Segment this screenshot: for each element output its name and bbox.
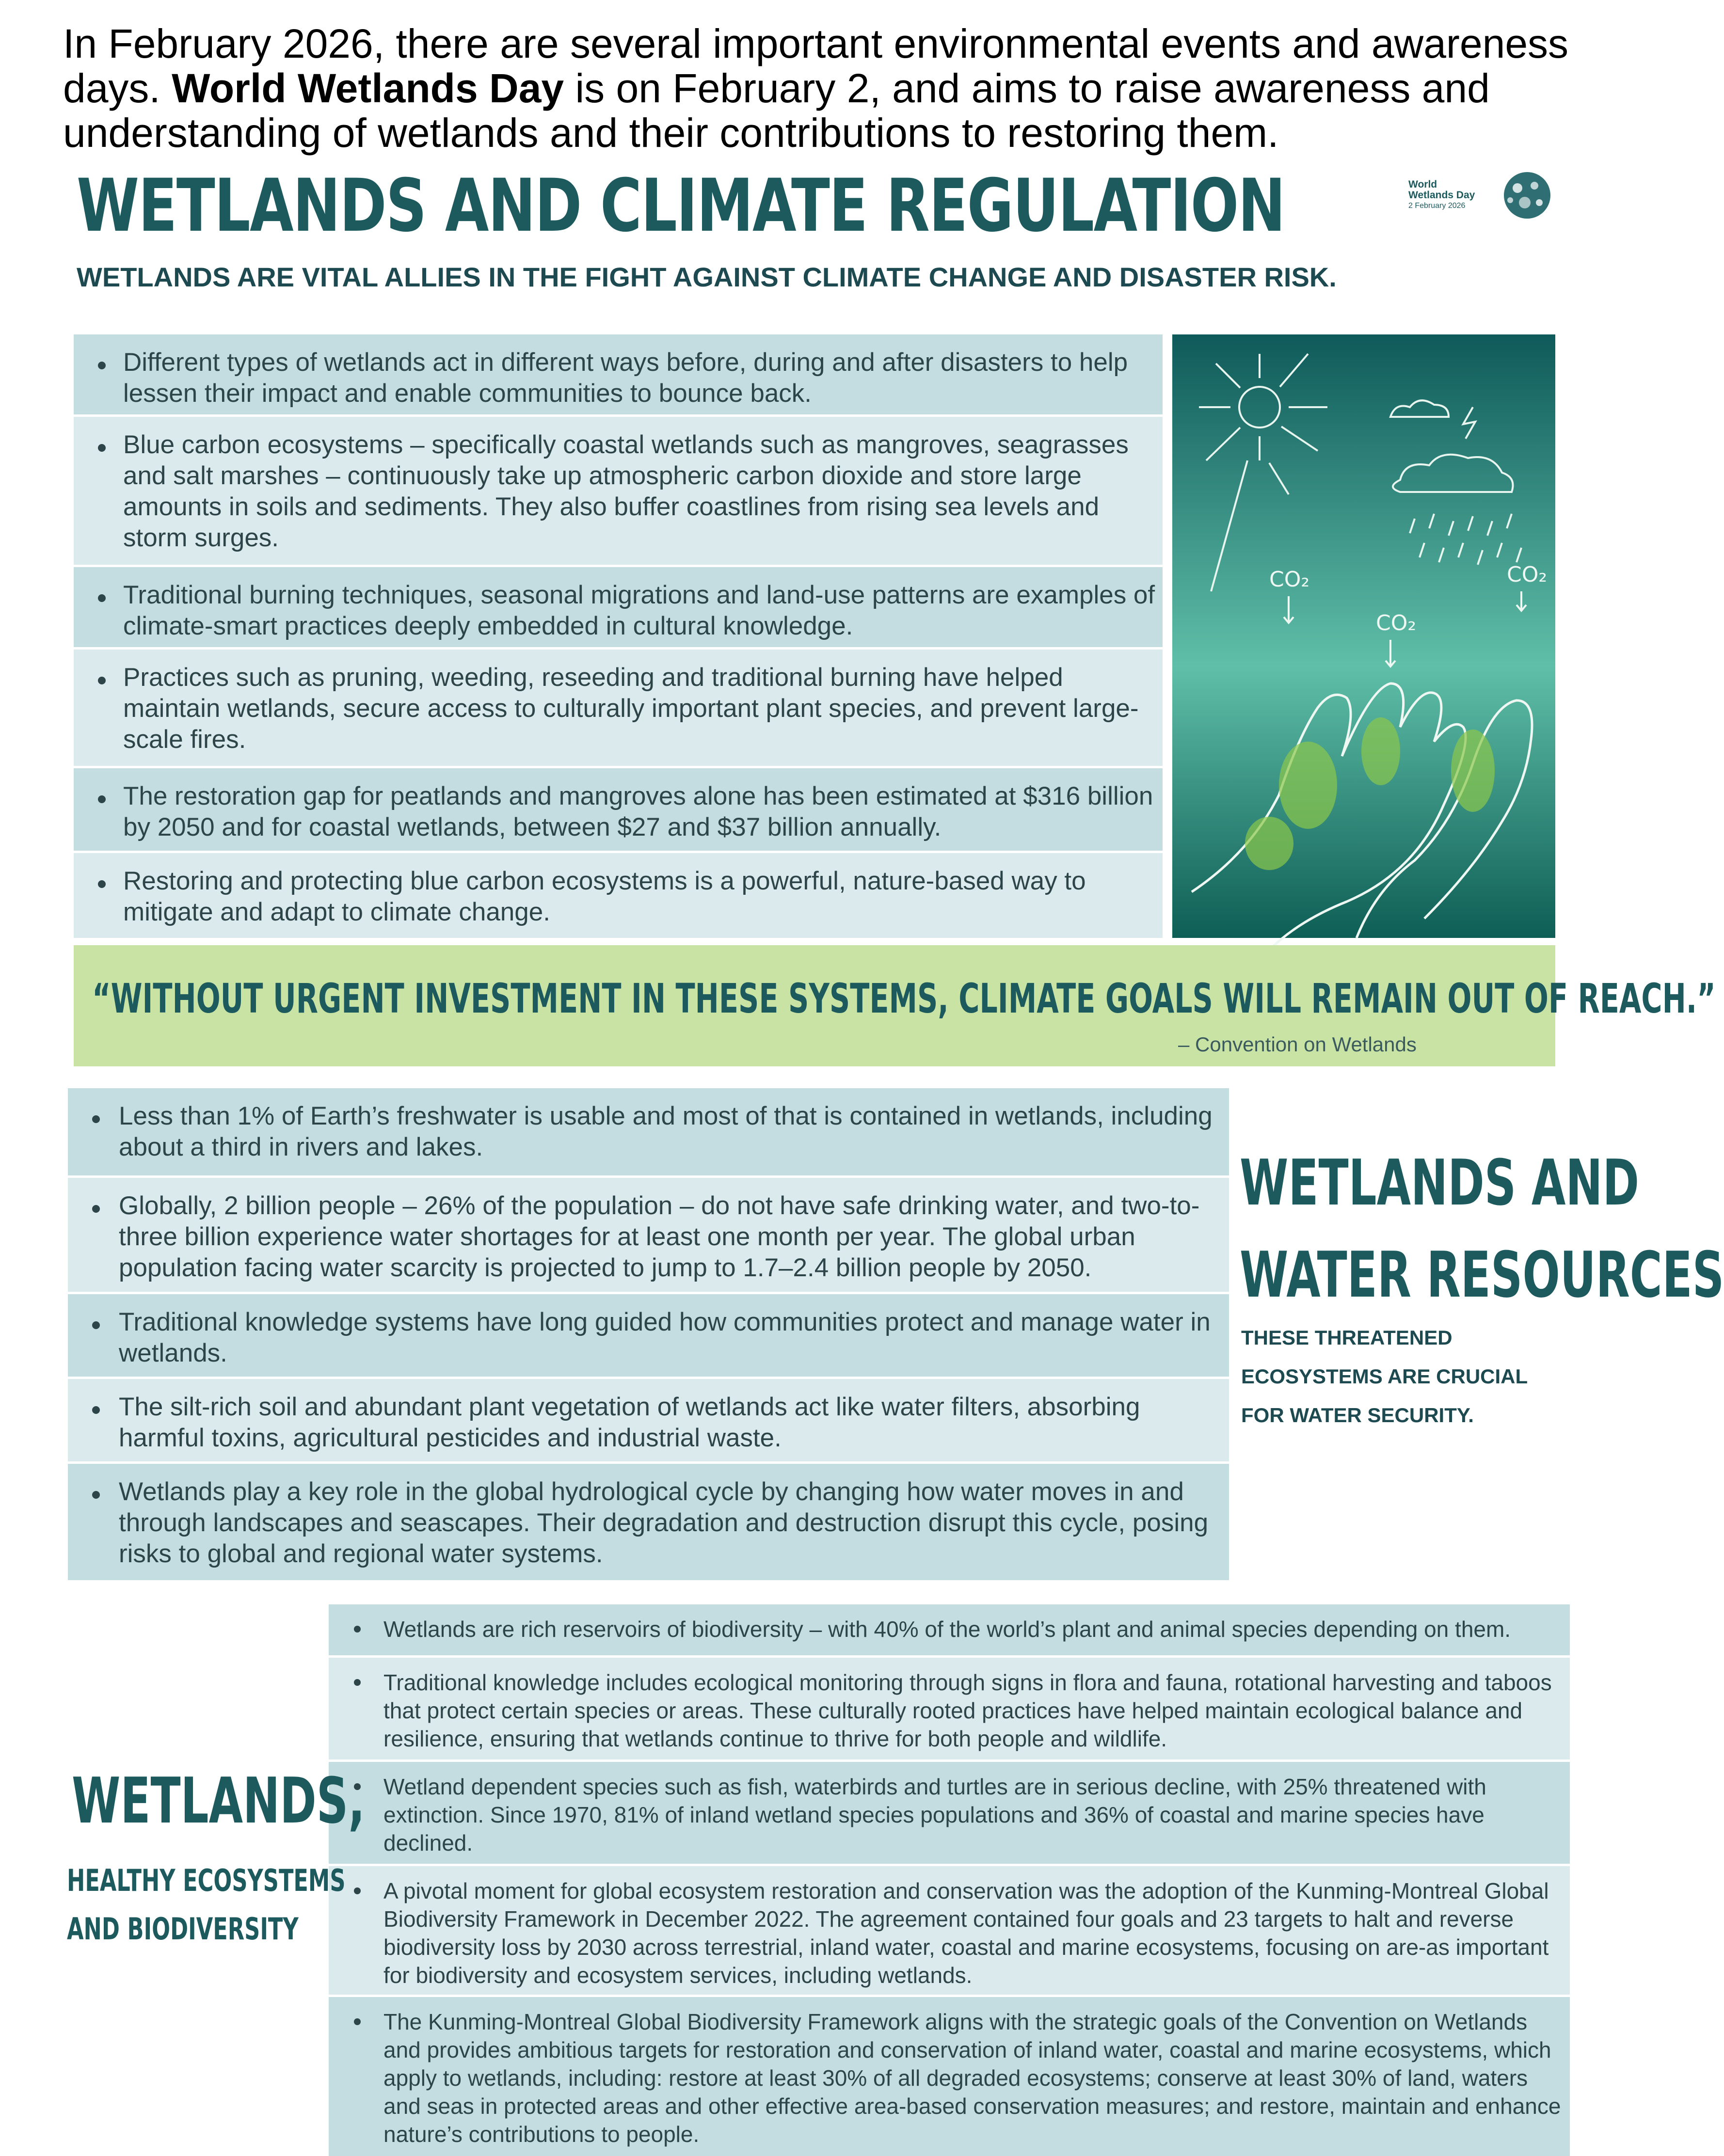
list-item (74, 567, 1163, 647)
water-sub-line-2: ECOSYSTEMS ARE CRUCIAL (1241, 1365, 1528, 1388)
co2-label: CO₂ (1269, 567, 1309, 592)
biodiversity-sub-line-2: AND BIODIVERSITY (67, 1911, 299, 1947)
list-item (74, 853, 1163, 938)
bullet-text: Restoring and protecting blue carbon ecosystems is a powerful, nature-based way to mitigate and adapt to climate change. (123, 867, 1086, 926)
biodiversity-section-title: WETLANDS, (72, 1764, 365, 1838)
logo-line-2: Wetlands Day (1408, 190, 1475, 201)
biodiversity-sub-line-1: HEALTHY ECOSYSTEMS (67, 1863, 346, 1898)
list-item (74, 417, 1163, 565)
list-item (329, 1604, 1570, 1655)
bullet-text: Wetlands play a key role in the global hydrological cycle by changing how water moves in and through landscapes and seascapes. Their degradation and destruction disrupt this cycle, posing risks to global and regional water systems. (119, 1477, 1209, 1568)
logo-line-1: World (1408, 179, 1437, 190)
bullet-text: Less than 1% of Earth’s freshwater is usable and most of that is contained in wetlands, including about a third in rivers and lakes. (119, 1102, 1213, 1161)
wetlands-logo-icon (1496, 169, 1559, 222)
list-item (329, 1866, 1570, 1995)
co2-label: CO₂ (1376, 611, 1416, 635)
bullet-dot (98, 444, 106, 452)
page-title: WETLANDS AND CLIMATE REGULATION (77, 164, 1285, 248)
bullet-text: The Kunming-Montreal Global Biodiversity Framework aligns with the strategic goals of the Convention on Wetlands and provides ambitious targets for restoration and conservation of inland water, coastal and marine ecosystems, which apply to wetlands, including: restore at least 30% of all degraded ecosystems; conserve at least 30% of land, waters and seas in protected areas and other effective area-based conservation measures; and restore, maintain and enhance nature’s contributions to people. (383, 2009, 1561, 2147)
water-title-line-2: WATER RESOURCES (1240, 1238, 1724, 1312)
list-item (329, 1997, 1570, 2156)
list-item (329, 1762, 1570, 1864)
bullet-dot (354, 1626, 361, 1633)
quote-attribution: – Convention on Wetlands (1178, 1033, 1417, 1056)
logo-date: 2 February 2026 (1408, 202, 1466, 210)
biodiversity-section-subtitle (67, 1856, 345, 1953)
bullet-dot (92, 1115, 100, 1123)
bullet-dot (98, 795, 106, 803)
water-section-subtitle (1241, 1318, 1571, 1435)
climate-hands-illustration (1172, 334, 1555, 938)
quote-text: “WITHOUT URGENT INVESTMENT IN THESE SYSTEMS, CLIMATE GOALS WILL REMAIN OUT OF REACH.” (92, 975, 1716, 1022)
bullet-text: Wetland dependent species such as fish, waterbirds and turtles are in serious decline, with 25% threatened with extinction. Since 1970, 81% of inland wetland species populations and 36% of coastal and marine species have declined. (383, 1774, 1486, 1855)
list-item (68, 1464, 1229, 1580)
bullet-dot (92, 1491, 100, 1499)
bullet-text: Wetlands are rich reservoirs of biodiversity – with 40% of the world’s plant and animal species depending on them. (383, 1617, 1511, 1642)
bullet-dot (92, 1406, 100, 1414)
bullet-dot (98, 880, 106, 888)
list-item (68, 1294, 1229, 1377)
bullet-dot (354, 2018, 361, 2025)
water-section-title (1240, 1137, 1724, 1321)
intro-highlight: World Wetlands Day (172, 65, 564, 111)
list-item (68, 1088, 1229, 1175)
list-item (68, 1379, 1229, 1461)
intro-text-before: In February 2026, there are several important environmental events and awareness days. (63, 21, 1569, 111)
water-title-line-1: WETLANDS AND (1240, 1146, 1640, 1220)
intro-paragraph (63, 21, 1576, 155)
list-item (74, 650, 1163, 766)
bullet-text: Blue carbon ecosystems – specifically coastal wetlands such as mangroves, seagrasses and salt marshes – continuously take up atmospheric carbon dioxide and store large amounts in soils and sediments. They also buffer coastlines from rising sea levels and storm surges. (123, 430, 1129, 552)
bullet-text: Different types of wetlands act in different ways before, during and after disasters to help lessen their impact and enable communities to bounce back. (123, 348, 1128, 408)
co2-label: CO₂ (1507, 562, 1547, 587)
list-item (74, 334, 1163, 414)
world-wetlands-day-logo-text (1408, 179, 1496, 211)
water-sub-line-1: THESE THREATENED (1241, 1326, 1453, 1349)
water-sub-line-3: FOR WATER SECURITY. (1241, 1404, 1474, 1427)
bullet-text: The silt-rich soil and abundant plant vegetation of wetlands act like water filters, absorbing harmful toxins, agricultural pesticides and industrial waste. (119, 1393, 1140, 1452)
bullet-text: A pivotal moment for global ecosystem restoration and conservation was the adoption of the Kunming-Montreal Global Biodiversity Framework in December 2022. The agreement contained four goals and 23 targets to halt and reverse biodiversity loss by 2030 across terrestrial, inland water, coastal and marine ecosystems, focusing on are-as important for biodiversity and ecosystem services, including wetlands. (383, 1878, 1549, 1988)
section-subtitle: WETLANDS ARE VITAL ALLIES IN THE FIGHT AGAINST CLIMATE CHANGE AND DISASTER RISK. (77, 262, 1337, 292)
bullet-text: Traditional knowledge includes ecological monitoring through signs in flora and fauna, rotational harvesting and taboos that protect certain species or areas. These culturally rooted practices have helped maintain ecological balance and resilience, ensuring that wetlands continue to thrive for both people and wildlife. (383, 1670, 1552, 1751)
bullet-dot (98, 594, 106, 602)
bullet-text: Practices such as pruning, weeding, reseeding and traditional burning have helped maintain wetlands, secure access to culturally important plant species, and prevent large-scale fires. (123, 663, 1139, 754)
bullet-dot (354, 1887, 361, 1894)
list-item (74, 768, 1163, 851)
bullet-dot (98, 677, 106, 684)
list-item (329, 1658, 1570, 1760)
bullet-dot (98, 362, 106, 369)
bullet-text: Traditional burning techniques, seasonal migrations and land-use patterns are examples of climate-smart practices deeply embedded in cultural knowledge. (123, 581, 1155, 640)
bullet-text: The restoration gap for peatlands and mangroves alone has been estimated at $316 billion by 2050 and for coastal wetlands, between $27 and $37 billion annually. (123, 782, 1153, 841)
bullet-text: Globally, 2 billion people – 26% of the population – do not have safe drinking water, and two-to-three billion experience water shortages for at least one month per year. The global urban population facing water scarcity is projected to jump to 1.7–2.4 billion people by 2050. (119, 1191, 1200, 1282)
list-item (68, 1178, 1229, 1292)
bullet-text: Traditional knowledge systems have long guided how communities protect and manage water in wetlands. (119, 1308, 1211, 1367)
intro-text-after: is on February 2, and aims to raise awareness and understanding of wetlands and their contributions to restoring them. (63, 65, 1490, 156)
bullet-dot (354, 1679, 361, 1686)
bullet-dot (92, 1205, 100, 1213)
bullet-dot (92, 1321, 100, 1329)
